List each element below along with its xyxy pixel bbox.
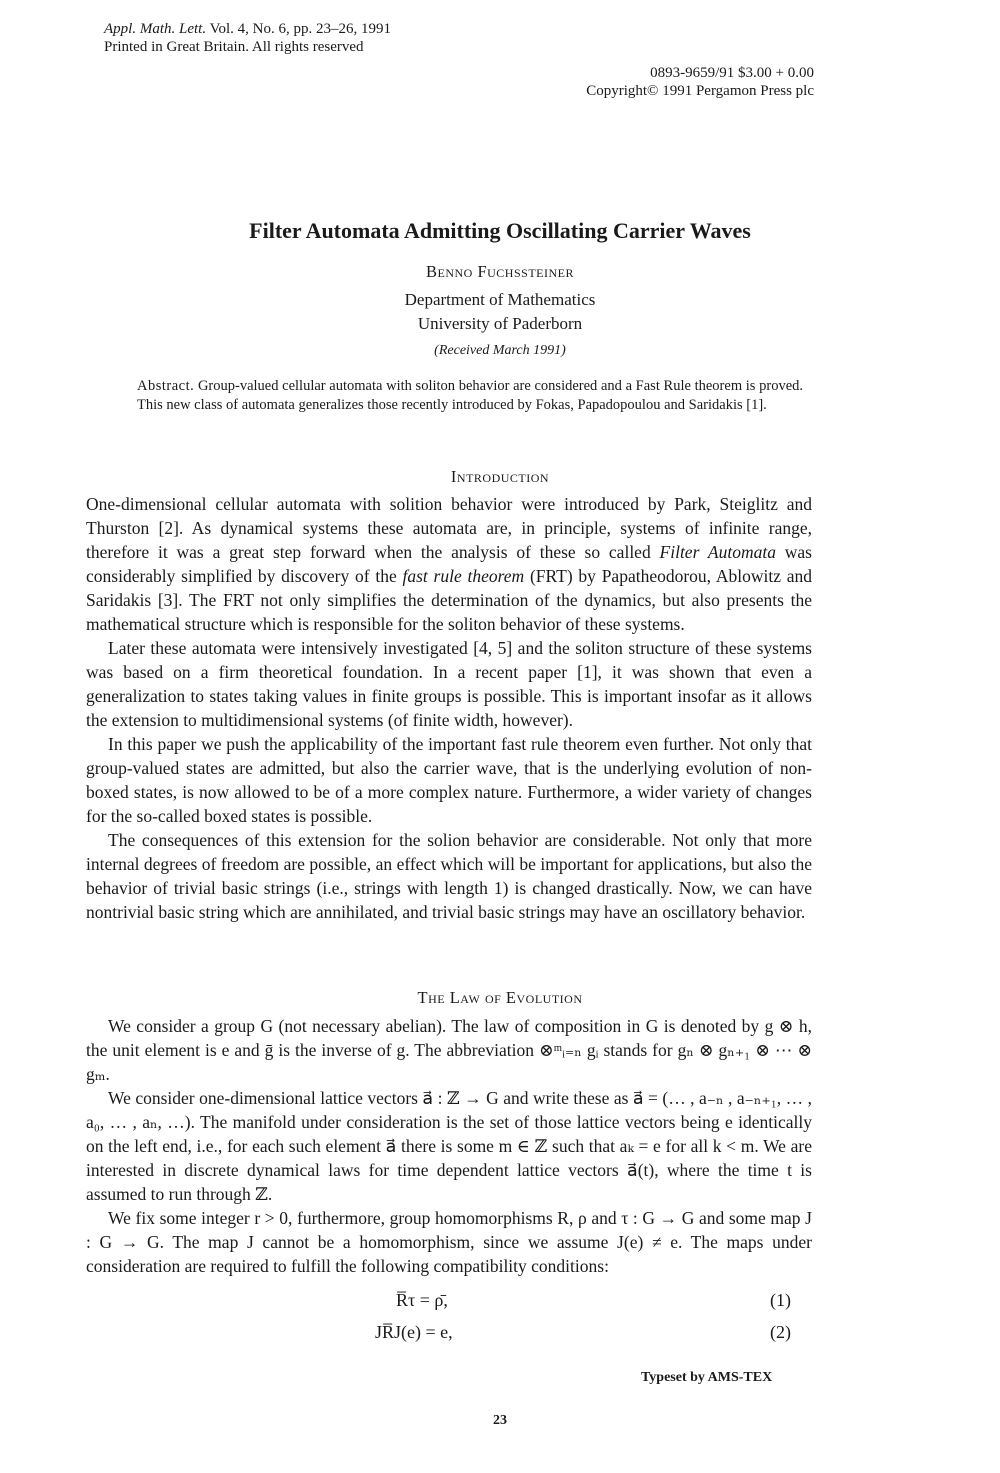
law-paragraph-3: We fix some integer r > 0, furthermore, group homomorphisms R, ρ and τ : G → G and some map J : G → G. The map J cannot be a homomorphism, since we assume J(e) ≠ e. The maps under consideration are required to fulfill the following compatibility conditions: [86, 1208, 812, 1276]
intro-p1-text-a: One-dimensional cellular automata with solition behavior were introduced by Park, Steiglitz and Thurston [2]. As dynamical systems these automata are, in principle, systems of infinite range, therefore it was a great step forward when the analysis of these so called [86, 494, 812, 562]
intro-term-fast-rule-theorem: fast rule theorem [402, 566, 525, 586]
equation-number-1: (1) [770, 1290, 791, 1310]
journal-name: Appl. Math. Lett. [104, 21, 207, 37]
volume-info: Vol. 4, No. 6, pp. 23–26, 1991 [209, 21, 391, 37]
typeset-credit: Typeset by AMS-TEX [641, 1370, 773, 1385]
intro-term-filter-automata: Filter Automata [659, 542, 776, 562]
introduction-body [86, 492, 812, 924]
university: University of Paderborn [417, 314, 583, 333]
copyright-line: Copyright© 1991 Pergamon Press plc [586, 83, 814, 99]
intro-paragraph-4: The consequences of this extension for the solion behavior are considerable. Not only that more internal degrees of freedom are possible, an effect which will be important for applications, but also the behavior of trivial basic strings (i.e., strings with length 1) is changed drastically. Now, we can have nontrivial basic string which are annihilated, and trivial basic strings may have an oscillatory behavior. [86, 830, 812, 922]
equation-2: JR̅J(e) = e, [375, 1322, 453, 1342]
equation-number-2: (2) [770, 1322, 791, 1342]
copyright-header [586, 64, 814, 100]
received-date: (Received March 1991) [434, 343, 566, 358]
abstract-text: Group-valued cellular automata with soliton behavior are considered and a Fast Rule theorem is proved. This new class of automata generalizes those recently introduced by Fokas, Papadopoulou and Saridakis [1]. [137, 378, 804, 413]
paper-title: Filter Automata Admitting Oscillating Carrier Waves [249, 218, 751, 243]
author-name: Benno Fuchssteiner [426, 262, 574, 281]
page-number: 23 [493, 1413, 507, 1428]
equation-1: R̅τ = ρ̄, [396, 1290, 448, 1310]
abstract [137, 377, 803, 414]
abstract-label: Abstract. [137, 378, 195, 394]
intro-paragraph-2: Later these automata were intensively investigated [4, 5] and the soliton structure of these systems was based on a firm theoretical foundation. In a recent paper [1], it was shown that even a generalization to states taking values in finite groups is possible. This is important insofar as it allows the extension to multidimensional systems (of finite width, however). [86, 638, 812, 730]
printed-notice: Printed in Great Britain. All rights reserved [104, 39, 364, 55]
intro-paragraph-3: In this paper we push the applicability of the important fast rule theorem even further. Not only that group-valued states are admitted, but also the carrier wave, that is the underlying evolution of non-boxed states, is now allowed to be of a more complex nature. Furthermore, a wider variety of changes for the so-called boxed states is possible. [86, 734, 812, 826]
law-paragraph-2: We consider one-dimensional lattice vectors a⃗ : ℤ → G and write these as a⃗ = (… , a₋ₙ , a₋ₙ₊₁, … , a₀, … , aₙ, …). The manifold under consideration is the set of those lattice vectors being e identically on the left end, i.e., for each such element a⃗ there is some m ∈ ℤ such that aₖ = e for all k < m. We are interested in discrete dynamical laws for time dependent lattice vectors a⃗(t), where the time t is assumed to run through ℤ. [86, 1088, 812, 1204]
intro-p1-text-b: was considerably simplified by discovery of the [86, 542, 812, 586]
law-of-evolution-body [86, 1014, 812, 1278]
intro-paragraph-1 [86, 492, 812, 636]
journal-header [104, 20, 391, 56]
law-paragraph-1: We consider a group G (not necessary abelian). The law of composition in G is denoted by g ⊗ h, the unit element is e and ḡ is the inverse of g. The abbreviation ⊗ᵐᵢ₌ₙ gᵢ stands for gₙ ⊗ gₙ₊₁ ⊗ ⋯ ⊗ gₘ. [86, 1016, 812, 1084]
issn-price: 0893-9659/91 $3.00 + 0.00 [650, 65, 814, 81]
section-title-law-of-evolution: The Law of Evolution [417, 988, 583, 1007]
intro-p1-text-c: (FRT) by Papatheodorou, Ablowitz and Saridakis [3]. The FRT not only simplifies the determination of the dynamics, but also presents the mathematical structure which is responsible for the soliton behavior of these systems. [86, 566, 813, 634]
department: Department of Mathematics [404, 290, 596, 309]
section-title-introduction: Introduction [450, 467, 550, 486]
